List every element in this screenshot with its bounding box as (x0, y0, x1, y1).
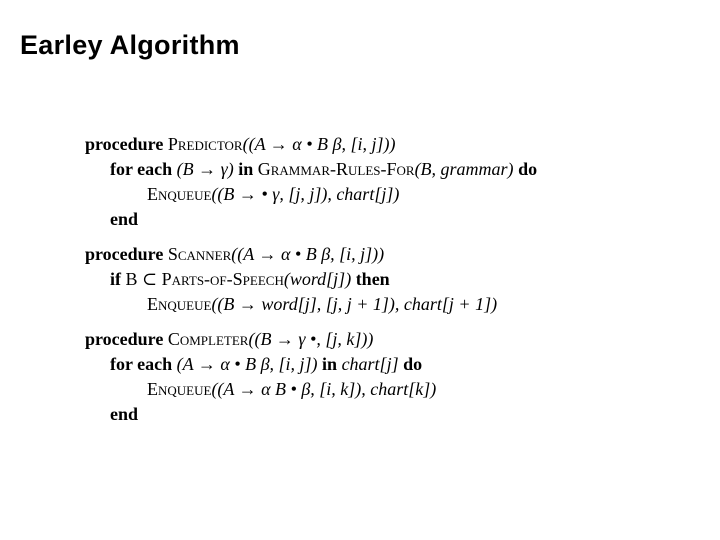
function-args: (B, grammar) (414, 159, 514, 179)
function-args: ((A → α B • β, [i, k]), chart[k]) (211, 379, 437, 399)
function-args: (word[j]) (283, 269, 352, 289)
function-name: Enqueue (147, 184, 212, 204)
scanner-signature (85, 242, 537, 267)
function-args: ((B → • γ, [j, j]), chart[j]) (211, 184, 400, 204)
keyword-end: end (110, 209, 139, 229)
keyword-procedure: procedure (85, 134, 164, 154)
procedure-args: ((A → α • B β, [i, j])) (242, 134, 396, 154)
algorithm-pseudocode (85, 132, 537, 437)
predictor-end (85, 207, 537, 232)
predictor-enqueue (85, 182, 537, 207)
keyword-procedure: procedure (85, 329, 164, 349)
loop-state: (A → α • B β, [i, j]) (176, 354, 318, 374)
keyword-for-each: for each (110, 159, 173, 179)
procedure-args: ((A → α • B β, [i, j])) (231, 244, 385, 264)
keyword-procedure: procedure (85, 244, 164, 264)
predictor-loop (85, 157, 537, 182)
function-name: Enqueue (147, 379, 212, 399)
scanner-enqueue (85, 292, 537, 317)
keyword-do: do (403, 354, 423, 374)
function-args: ((B → word[j], [j, j + 1]), chart[j + 1]) (211, 294, 498, 314)
function-name: Enqueue (147, 294, 212, 314)
loop-chart: chart[j] (341, 354, 399, 374)
completer-loop (85, 352, 537, 377)
scanner-procedure (85, 242, 537, 317)
keyword-if: if (110, 269, 121, 289)
loop-rule: (B → γ) (176, 159, 234, 179)
completer-enqueue (85, 377, 537, 402)
function-name: Grammar-Rules-For (257, 159, 415, 179)
procedure-name: Scanner (167, 244, 232, 264)
procedure-name: Predictor (167, 134, 243, 154)
scanner-condition (85, 267, 537, 292)
keyword-for-each: for each (110, 354, 173, 374)
keyword-do: do (518, 159, 538, 179)
completer-signature (85, 327, 537, 352)
function-name: Parts-of-Speech (161, 269, 284, 289)
procedure-name: Completer (167, 329, 249, 349)
completer-procedure (85, 327, 537, 427)
predictor-procedure (85, 132, 537, 232)
procedure-args: ((B → γ •, [j, k])) (248, 329, 374, 349)
slide-title: Earley Algorithm (20, 30, 240, 60)
keyword-end: end (110, 404, 139, 424)
condition-subject: B ⊂ (125, 269, 158, 289)
predictor-signature (85, 132, 537, 157)
keyword-in: in (238, 159, 254, 179)
keyword-then: then (355, 269, 390, 289)
keyword-in: in (322, 354, 338, 374)
completer-end (85, 402, 537, 427)
